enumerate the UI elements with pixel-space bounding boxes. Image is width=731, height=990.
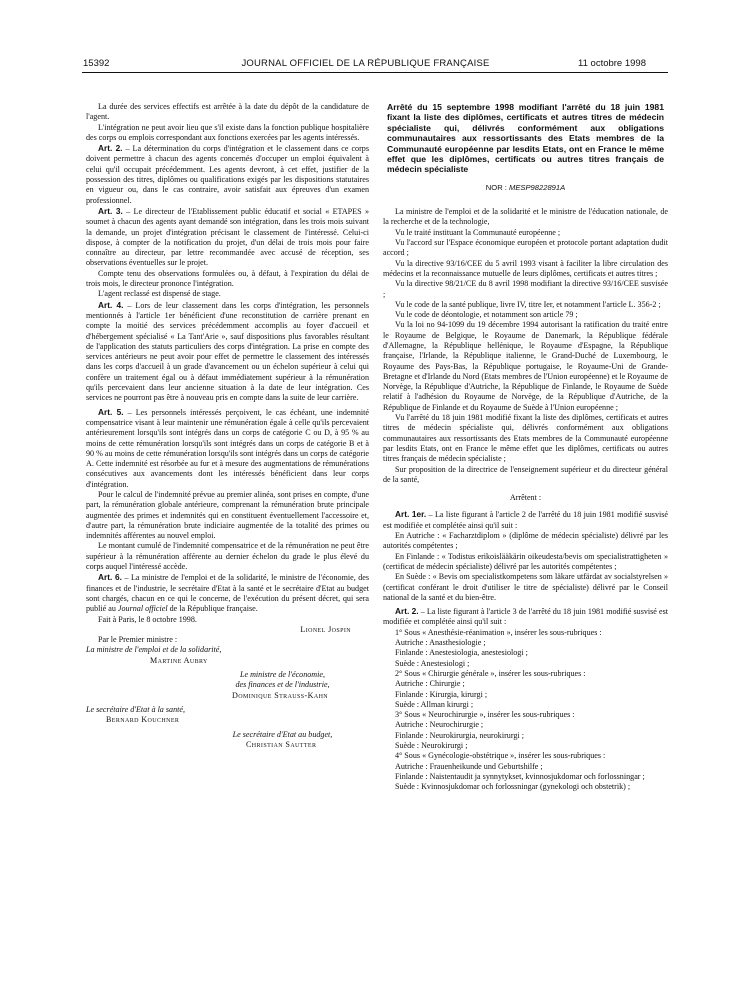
nor-value: MESP9822891A bbox=[509, 182, 566, 192]
by-prime-minister: Par le Premier ministre : bbox=[98, 635, 178, 645]
visa: Vu l'arrêté du 18 juin 1981 modifié fixant la liste des diplômes, certificats et autres titres de médecin spécialiste qui, délivrés conformément aux obligations communautaires aux ressortissants des Etats membres de la Communauté européenne par lesdits Etats, ont en France le même effet que les diplômes, certificats ou autres titres français de médecin spécialiste ; bbox=[383, 413, 668, 464]
paragraph: En Finlande : « Todistus erikoislääkärin oikeudesta/bevis om specialistrattigheten » (certificat de médecin spécialiste) délivré par les autorités compétentes ; bbox=[383, 551, 668, 571]
paragraph: L'intégration ne peut avoir lieu que s'il existe dans la fonction publique hospitalière des corps ou emplois correspondant aux fonctions exercées par les agents intéressés. bbox=[86, 122, 369, 142]
visa: Vu le traité instituant la Communauté européenne ; bbox=[395, 227, 561, 237]
visa: Vu la loi no 94-1099 du 19 décembre 1994 autorisant la ratification du traité entre le Royaume de Belgique, le Royaume de Danemark, la République fédérale d'Allemagne, la République hellénique, le Royaume d'Espagne, la République française, l'Irlande, la République italienne, le Grand-Duché de Luxembourg, le Royaume des Pays-Bas, la République portugaise, le Royaume-Uni de Grande-Bretagne et d'Irlande du Nord (Etats membres de l'Union européenne) et le Royaume de Norvège, la République d'Autriche, la République de Finlande, le Royaume de Suède relatif à l'adhésion du Royaume de Norvège, de la République d'Autriche, de la République de Finlande et du Royaume de Suède à l'Union européenne ; bbox=[383, 320, 668, 412]
sub-rubric: Autriche : Chirurgie ; bbox=[395, 679, 465, 689]
secretary-sante: Le secrétaire d'Etat à la santé, bbox=[86, 704, 185, 714]
article-4 bbox=[86, 300, 369, 404]
article-label: Art. 1er. bbox=[395, 509, 427, 520]
signer-budget: Christian Sautter bbox=[246, 739, 317, 749]
article-text: – Lors de leur classement dans les corps d'intégration, les personnels mentionnés à l'article 1er bénéficient d'une reconstitution de carrière prenant en compte la moitié des services précédemment accomplis au foyer d'accueil et d'hébergement spécialisé « La Tant'Arie », sauf dispositions plus favorables résultant de l'application des statuts particuliers des corps d'intégration. La prise en compte des services antérieurs ne peut avoir pour effet de permettre le classement des intéressés dans les corps d'accueil à un grade d'avancement ou un échelon supérieur à celui qui confère un traitement égal ou à défaut immédiatement supérieur à la rémunération qu'ils percevaient dans leur ancienne situation à la date de leur intégration. Ces services ne pourront pas être à nouveau pris en compte dans la suite de leur carrière. bbox=[86, 300, 369, 403]
page-number: 15392 bbox=[83, 58, 110, 69]
sub-rubric: Autriche : Neurochirurgie ; bbox=[395, 720, 484, 730]
article-label: Art. 5. bbox=[98, 406, 124, 417]
visa: Vu la directive 93/16/CEE du 5 avril 1993 visant à faciliter la libre circulation des médecins et la reconnaissance mutuelle de leurs diplômes, certificats et autres titres ; bbox=[383, 258, 668, 278]
paragraph: En Suède : « Bevis om specialistkompetens som läkare utfärdat av socialstyrelsen » (certificat conférant le droit d'utiliser le titre de spécialiste) délivré par le Conseil national de la santé et du bien-être. bbox=[383, 572, 668, 602]
sub-rubric: Suède : Kvinnosjukdomar och forlossningar (gynekologi och obstetrik) ; bbox=[395, 782, 631, 792]
paragraph: Pour le calcul de l'indemnité prévue au premier alinéa, sont prises en compte, d'une part, la rémunération globale antérieure, comprenant la rémunération brute principale augmentée des primes et indemnités qui en constituent éventuellement l'accessoire et, d'autre part, la rémunération brute indiciaire augmentée de la totalité des primes ou indemnités afférentes au nouvel emploi. bbox=[86, 489, 369, 541]
rubric: 2° Sous « Chirurgie générale », insérer les sous-rubriques : bbox=[395, 668, 586, 678]
article-text: – La ministre de l'emploi et de la solidarité, le ministre de l'économie, des finances et de l'industrie, le secrétaire d'Etat à la santé et le secrétaire d'Etat au budget sont chargés, chacun en ce qui le concerne, de l'exécution du présent décret, qui sera publié au bbox=[86, 573, 369, 614]
secretary-budget: Le secrétaire d'Etat au budget, bbox=[232, 729, 333, 739]
article-text: – La détermination du corps d'intégration et le classement dans ce corps doivent permettre à chacun des agents concernés d'occuper un emploi équivalent à celui qu'il occupait précédemment. Les agents devront, à cet effet, justifier de la possession des titres, diplômes ou qualifications exigés par les dispositions statutaires en vigueur ou, dans le cas contraire, avoir satisfait aux épreuves d'un examen professionnel. bbox=[86, 144, 369, 205]
issue-date: 11 octobre 1998 bbox=[578, 58, 646, 69]
done-at: Fait à Paris, le 8 octobre 1998. bbox=[98, 614, 197, 624]
sub-rubric: Autriche : Anasthesiologie ; bbox=[395, 638, 486, 648]
signer-economie: Dominique Strauss-Kahn bbox=[232, 690, 329, 700]
minister-economie-2: des finances et de l'industrie, bbox=[235, 680, 330, 690]
paragraph: L'agent reclassé est dispensé de stage. bbox=[98, 289, 221, 299]
sub-rubric: Finlande : Naistentaudit ja synnytykset, kvinnosjukdomar och forlossningar ; bbox=[395, 771, 645, 781]
paragraph: La ministre de l'emploi et de la solidarité et le ministre de l'éducation nationale, de la recherche et de la technologie, bbox=[383, 207, 668, 227]
visa: Vu le code de déontologie, et notamment son article 79 ; bbox=[395, 310, 578, 320]
article-label: Art. 4. bbox=[98, 299, 124, 310]
rubric: 4° Sous « Gynécologie-obstétrique », insérer les sous-rubriques : bbox=[395, 751, 606, 761]
article-text: de la République française. bbox=[167, 604, 258, 614]
left-column bbox=[86, 102, 369, 750]
sub-rubric: Finlande : Kirurgia, kirurgi ; bbox=[395, 689, 488, 699]
article-5 bbox=[86, 407, 369, 490]
paragraph: Le montant cumulé de l'indemnité compensatrice et de la rémunération ne peut être supérieur à la rémunération afférente au dernier échelon du grade le plus élevé du corps auquel l'intéressé accède. bbox=[86, 541, 369, 572]
right-column bbox=[383, 102, 668, 792]
sub-rubric: Suède : Allman kirurgi ; bbox=[395, 699, 474, 709]
signer-emploi: Martine Aubry bbox=[150, 655, 208, 665]
nor-label: NOR : bbox=[485, 182, 507, 192]
article-1 bbox=[383, 509, 668, 531]
visa: Vu le code de la santé publique, livre IV, titre Ier, et notamment l'article L. 356-2 ; bbox=[395, 299, 661, 309]
journal-title: JOURNAL OFFICIEL DE LA RÉPUBLIQUE FRANÇAISE bbox=[241, 58, 490, 69]
visa: Sur proposition de la directrice de l'enseignement supérieur et du directeur général de la santé, bbox=[383, 464, 668, 484]
sub-rubric: Finlande : Neurokirurgia, neurokirurgi ; bbox=[395, 730, 524, 740]
article-label: Art. 3. bbox=[98, 205, 123, 216]
article-label: Art. 6. bbox=[98, 572, 122, 583]
rubric: 1° Sous « Anesthésie-réanimation », insérer les sous-rubriques : bbox=[395, 627, 602, 637]
journal-name: Journal officiel bbox=[117, 604, 168, 614]
article-text: – Le directeur de l'Etablissement public éducatif et social « ETAPES » soumet à chacun des agents ayant demandé son intégration, dans les trois mois suivant la demande, un projet d'intégration précisant le classement de l'intéressé. Celui-ci dispose, à compter de la notification du projet, d'un délai de trois mois pour faire connaître au directeur, par lettre recommandée avec accusé de réception, ses observations éventuelles sur le projet. bbox=[86, 206, 370, 268]
decree-title: Arrêté du 15 septembre 1998 modifiant l'arrêté du 18 juin 1981 fixant la liste des diplômes, certificats et autres titres de médecin spécialiste qui, délivrés conformément aux obligations communautaires aux ressortissants des Etats membres de la Communauté européenne par lesdits Etats, ont en France le même effet que les diplômes, certificats ou autres titres français de médecin spécialiste bbox=[387, 102, 664, 175]
sub-rubric: Suède : Anestesiologi ; bbox=[395, 658, 470, 668]
header-rule bbox=[82, 72, 668, 73]
signer-prime-minister: Lionel Jospin bbox=[300, 624, 351, 634]
article-3 bbox=[86, 206, 369, 269]
page-header bbox=[0, 58, 731, 72]
arretent: Arrêtent : bbox=[509, 493, 542, 503]
minister-economie: Le ministre de l'économie, bbox=[239, 670, 326, 680]
sub-rubric: Suède : Neurokirurgi ; bbox=[395, 740, 468, 750]
paragraph: La durée des services effectifs est arrêtée à la date du dépôt de la candidature de l'agent. bbox=[86, 102, 369, 122]
article-text: – La liste figurant à l'article 3 de l'arrêté du 18 juin 1981 modifié susvisé est modifiée et complétée ainsi qu'il suit : bbox=[383, 607, 668, 627]
signer-sante: Bernard Kouchner bbox=[106, 715, 180, 725]
article-label: Art. 2. bbox=[395, 606, 419, 617]
article-text: – Les personnels intéressés perçoivent, le cas échéant, une indemnité compensatrice visant à leur maintenir une rémunération égale à celle qu'ils percevaient antérieurement lorsqu'ils sont intégrés dans un corps de catégorie C ou D, à 95 % au moins de cette rémunération lorsqu'ils sont intégrés dans un corps de catégorie B et à 90 % au moins de cette rémunération lorsqu'ils sont intégrés dans un corps de catégorie A. Cette indemnité est résorbée au fur et à mesure des augmentations de rémunérations consécutives aux avancements dont les intéressés bénéficient dans leur corps d'intégration. bbox=[86, 407, 369, 489]
paragraph: En Autriche : « Facharztdiplom » (diplôme de médecin spécialiste) délivré par les autorités compétentes ; bbox=[383, 531, 668, 551]
rubric: 3° Sous « Neurochirurgie », insérer les sous-rubriques : bbox=[395, 710, 575, 720]
article-6 bbox=[86, 572, 369, 614]
visa: Vu l'accord sur l'Espace économique européen et protocole portant adaptation dudit accord ; bbox=[383, 238, 668, 258]
nor-reference bbox=[383, 183, 668, 193]
article-text: – La liste figurant à l'article 2 de l'arrêté du 18 juin 1981 modifié susvisé est modifiée et complétée ainsi qu'il suit : bbox=[383, 510, 668, 530]
sub-rubric: Autriche : Frauenheikunde und Geburtshilfe ; bbox=[395, 761, 543, 771]
minister-emploi: La ministre de l'emploi et de la solidarité, bbox=[86, 645, 222, 655]
article-2 bbox=[86, 143, 369, 206]
article-label: Art. 2. bbox=[98, 143, 123, 154]
paragraph: Compte tenu des observations formulées ou, à défaut, à l'expiration du délai de trois mois, le directeur prononce l'intégration. bbox=[86, 268, 369, 289]
visa: Vu la directive 98/21/CE du 8 avril 1998 modifiant la directive 93/16/CEE susvisée ; bbox=[383, 279, 668, 299]
sub-rubric: Finlande : Anestesiologia, anestesiologi ; bbox=[395, 648, 528, 658]
article-2 bbox=[383, 606, 668, 628]
